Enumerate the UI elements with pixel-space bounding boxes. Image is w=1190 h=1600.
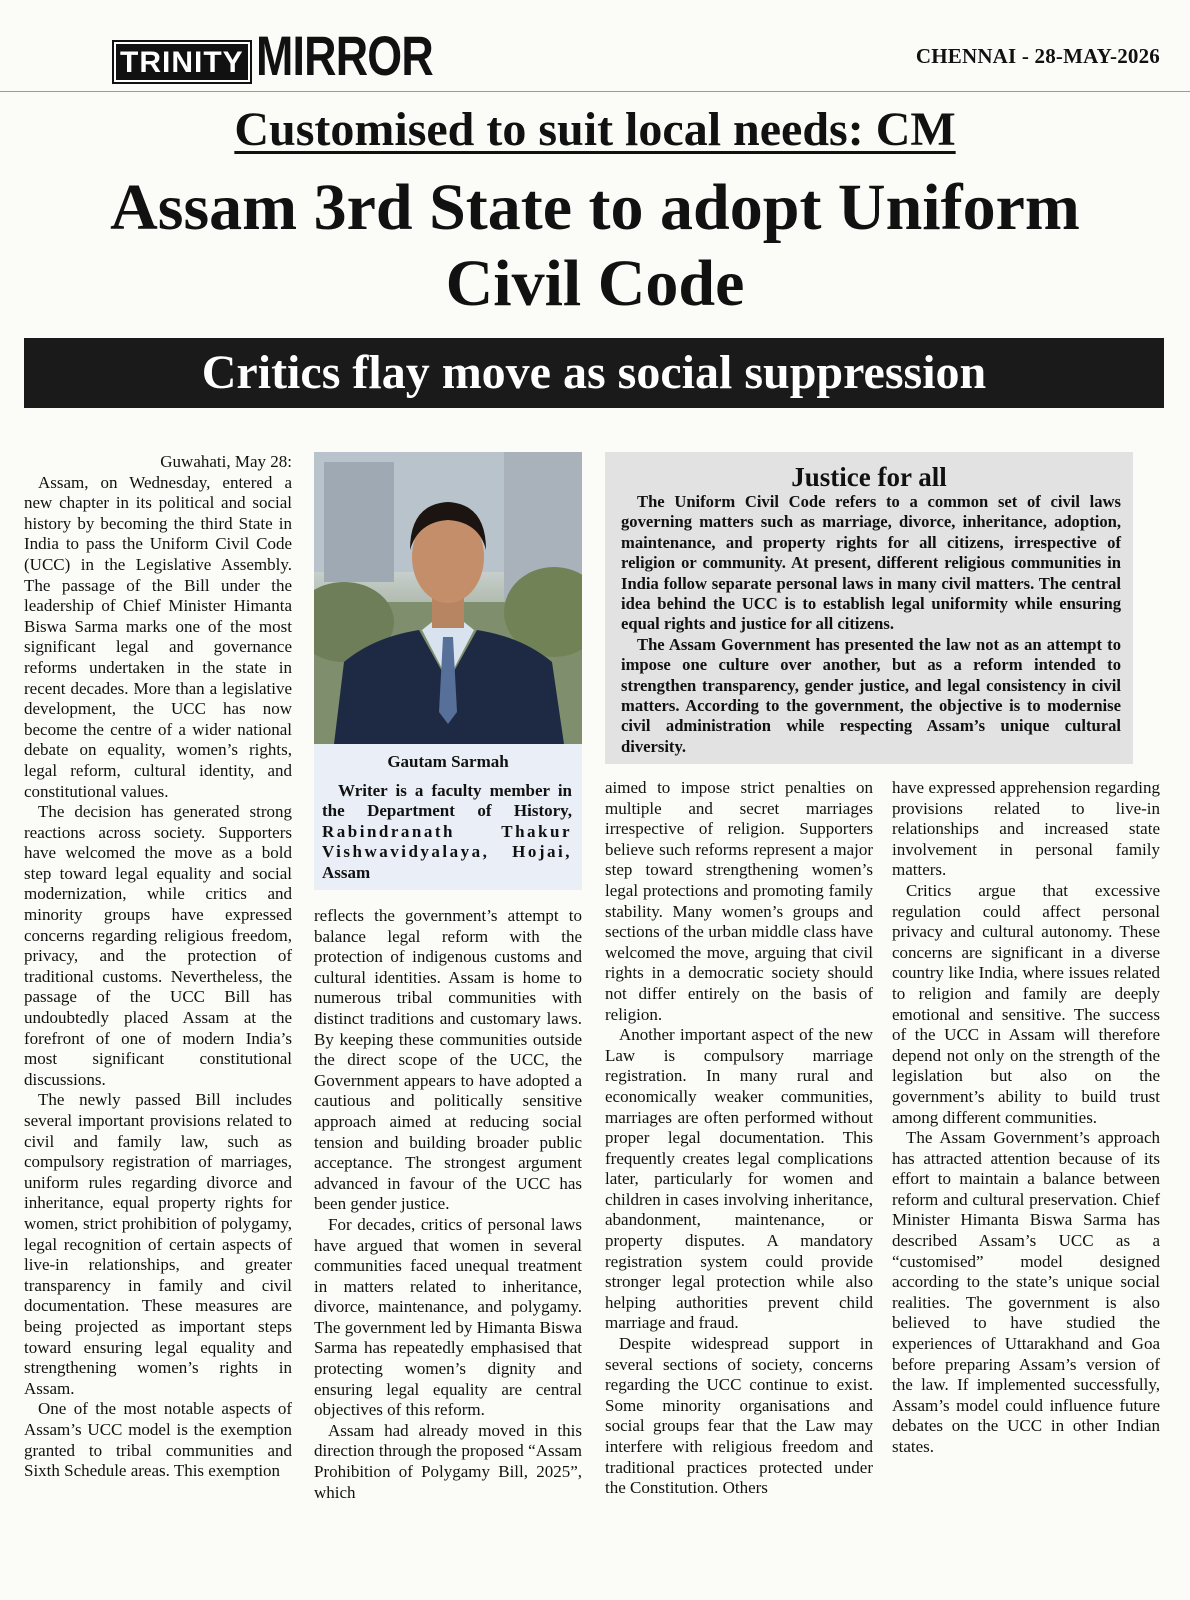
article-column-4 (892, 778, 1160, 1458)
article-paragraph: The newly passed Bill includes several important provisions related to civil and family law, such as compulsory registration of marriages, uniform rules regarding divorce and inheritance, equal property rights for women, strict prohibition of polygamy, legal recognition of certain aspects of live-in relationships, and greater transparency in family and civil documentation. These measures are being projected as important steps toward ensuring legal equality and strengthening women’s rights in Assam. (24, 1090, 292, 1398)
article-paragraph: aimed to impose strict penalties on multiple and secret marriages irrespective of religion. Supporters believe such reforms represent a major step toward strengthening women’s legal protections and promoting family stability. Many women’s groups and sections of the urban middle class have welcomed the move, arguing that civil rights in a democratic society should not differ entirely on the basis of religion. (605, 778, 873, 1024)
author-bio (322, 781, 572, 884)
photo-caption (314, 744, 582, 890)
logo-box-text: TRINITY (112, 40, 252, 84)
article-column-1 (24, 452, 292, 1482)
article-paragraph: have expressed apprehension regarding provisions related to live-in relationships and increased state involvement in personal family matters. (892, 778, 1160, 880)
edition-dateline: CHENNAI - 28-MAY-2026 (915, 44, 1160, 68)
subheadline-bar: Critics flay move as social suppression (24, 338, 1164, 408)
article-dateline: Guwahati, May 28: (160, 452, 292, 471)
article-paragraph: Assam had already moved in this direction through the proposed “Assam Prohibition of Polygamy Bill, 2025”, which (314, 1420, 582, 1502)
article-paragraph: Assam, on Wednesday, entered a new chapter in its political and social history by becoming the third State in India to pass the Uniform Civil Code (UCC) in the Legislative Assembly. The passage of the Bill under the leadership of Chief Minister Himanta Biswa Sarma marks one of the most significant legal and governance reforms undertaken in the state in recent decades. More than a legislative development, the UCC has now become the centre of a wider national debate on equality, women’s rights, legal reform, cultural identity, and constitutional values. (24, 472, 292, 801)
author-photo (314, 452, 582, 744)
author-name: Gautam Sarmah (387, 752, 509, 771)
masthead-divider (0, 91, 1190, 92)
logo-word-text: MIRROR (255, 24, 433, 87)
newspaper-logo (112, 22, 477, 87)
article-paragraph: The Assam Government’s approach has attracted attention because of its effort to maintain a balance between reform and cultural preservation. Chief Minister Himanta Biswa Sarma has described Assam’s UCC as a “customised” model designed according to the state’s unique social realities. The government is also believed to have studied the experiences of Uttarakhand and Goa before preparing Assam’s version of the law. If implemented successfully, Assam’s model could influence future debates on the UCC in other Indian states. (892, 1128, 1160, 1456)
masthead (0, 0, 1190, 92)
article-paragraph: One of the most notable aspects of Assam’s UCC model is the exemption granted to tribal communities and Sixth Schedule areas. This exemption (24, 1399, 292, 1481)
author-portrait-illustration (314, 452, 582, 744)
article-paragraph: Critics argue that excessive regulation could affect personal privacy and cultural autonomy. These concerns are significant in a diverse country like India, where issues related to religion and family are deeply emotional and sensitive. The success of the UCC in Assam will therefore depend not only on the strength of the legislation but also on the government’s ability to build trust among different communities. (892, 880, 1160, 1127)
author-bio-institution: Rabindranath Thakur Vishwavidyalaya, Hojai, (322, 821, 572, 862)
sidebar-paragraph: The Assam Government has presented the law not as an attempt to impose one culture over another, but as a reform intended to strengthen transparency, gender justice, and legal consistency in civil matters. According to the government, the objective is to modernise civil administration while respecting Assam’s unique cultural diversity. (621, 634, 1121, 756)
article-paragraph: reflects the government’s attempt to balance legal reform with the protection of indigenous customs and cultural identities. Assam is home to numerous tribal communities with distinct traditions and customary laws. By keeping these communities outside the direct scope of the UCC, the Government appears to have adopted a cautious and politically sensitive approach aimed at reducing social tension and building broader public acceptance. The strongest argument advanced in favour of the UCC has been gender justice. (314, 906, 582, 1214)
sidebar-title: Justice for all (791, 462, 947, 492)
main-headline: Assam 3rd State to adopt Uniform Civil Code (110, 171, 1080, 320)
article-column-2 (314, 906, 582, 1503)
sidebar-paragraph: The Uniform Civil Code refers to a common set of civil laws governing matters such as marriage, divorce, inheritance, adoption, maintenance, and property rights for all citizens, irrespective of religion or community. At present, different religious communities in India follow separate personal laws in many civil matters. The central idea behind the UCC is to establish legal uniformity while ensuring equal rights and justice for all citizens. (621, 492, 1121, 634)
article-paragraph: The decision has generated strong reactions across society. Supporters have welcomed the move as a bold step toward legal equality and social modernization, while critics and minority groups have expressed concerns regarding religious freedom, privacy, and the protection of traditional customs. Nevertheless, the passage of the UCC Bill has undoubtedly placed Assam at the forefront of one of modern India’s most significant constitutional discussions. (24, 802, 292, 1089)
article-paragraph: Another important aspect of the new Law is compulsory marriage registration. In many rural and economically weaker communities, marriages are often performed without proper legal documentation. This frequently creates legal complications later, particularly for women and children in cases involving inheritance, abandonment, maintenance, or property disputes. A mandatory registration system could provide stronger legal protection while also helping authorities prevent child marriage and fraud. (605, 1025, 873, 1333)
kicker-headline (0, 102, 1190, 158)
author-bio-place: Assam (322, 862, 371, 882)
author-bio-line: Writer is a faculty member in the Department of History, (322, 780, 572, 821)
article-column-3 (605, 778, 873, 1499)
article-paragraph: Despite widespread support in several sections of society, concerns regarding the UCC continue to exist. Some minority organisations and social groups fear that the Law may interfere with religious freedom and traditional practices protected under the Constitution. Others (605, 1334, 873, 1498)
justice-sidebar-box (605, 452, 1133, 764)
kicker-text: Customised to suit local needs: CM (234, 103, 956, 156)
article-paragraph: For decades, critics of personal laws have argued that women in several communities faced unequal treatment in matters related to inheritance, divorce, maintenance, and polygamy. The government led by Himanta Biswa Sarma has repeatedly emphasised that protecting women’s dignity and ensuring legal equality are central objectives of this reform. (314, 1214, 582, 1420)
